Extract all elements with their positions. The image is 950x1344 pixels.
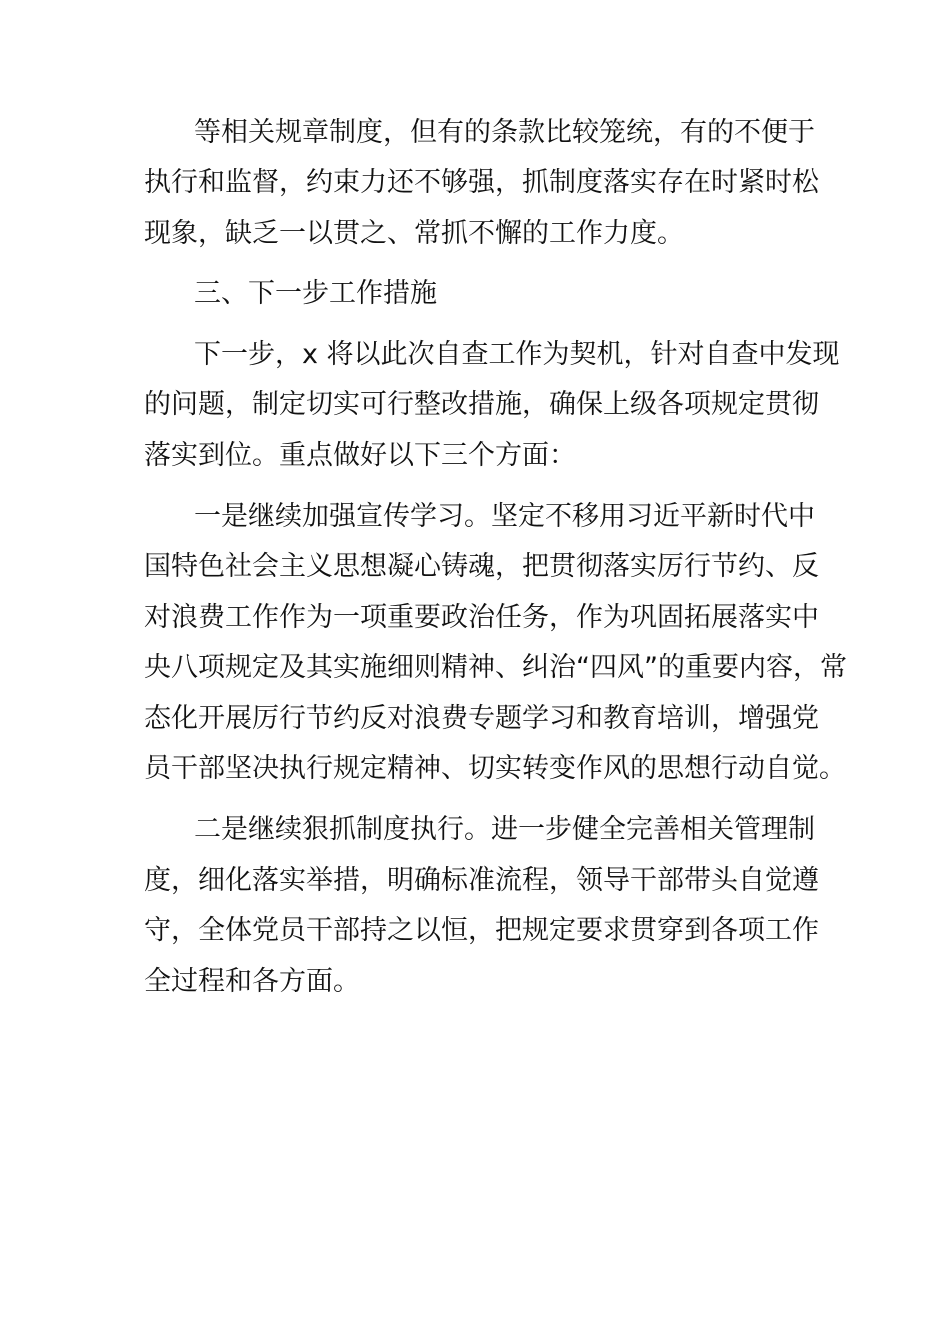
text-line: 员干部坚决执行规定精神、切实转变作风的思想行动自觉。	[144, 753, 846, 784]
text-line: 下一步，x 将以此次自查工作为契机，针对自查中发现	[194, 339, 840, 370]
text-line: 二是继续狠抓制度执行。进一步健全完善相关管理制	[194, 814, 815, 845]
text-line: 执行和监督，约束力还不够强，抓制度落实存在时紧时松	[144, 167, 819, 198]
text-line: 央八项规定及其实施细则精神、纠治“四风”的重要内容，常	[144, 652, 847, 683]
text-line: 国特色社会主义思想凝心铸魂，把贯彻落实厉行节约、反	[144, 551, 819, 582]
text-line: 现象，缺乏一以贯之、常抓不懈的工作力度。	[144, 218, 684, 249]
text-line: 守，全体党员干部持之以恒，把规定要求贯穿到各项工作	[144, 915, 819, 946]
text-line: 全过程和各方面。	[144, 966, 360, 997]
text-line: 落实到位。重点做好以下三个方面：	[144, 440, 576, 471]
text-line: 度，细化落实举措，明确标准流程，领导干部带头自觉遵	[144, 865, 819, 896]
section-heading: 三、下一步工作措施	[194, 278, 437, 309]
text-line: 的问题，制定切实可行整改措施，确保上级各项规定贯彻	[144, 389, 819, 420]
text-line: 等相关规章制度，但有的条款比较笼统，有的不便于	[194, 117, 815, 148]
text-line: 对浪费工作作为一项重要政治任务，作为巩固拓展落实中	[144, 602, 819, 633]
text-line: 一是继续加强宣传学习。坚定不移用习近平新时代中	[194, 501, 815, 532]
text-line: 态化开展厉行节约反对浪费专题学习和教育培训，增强党	[144, 703, 819, 734]
